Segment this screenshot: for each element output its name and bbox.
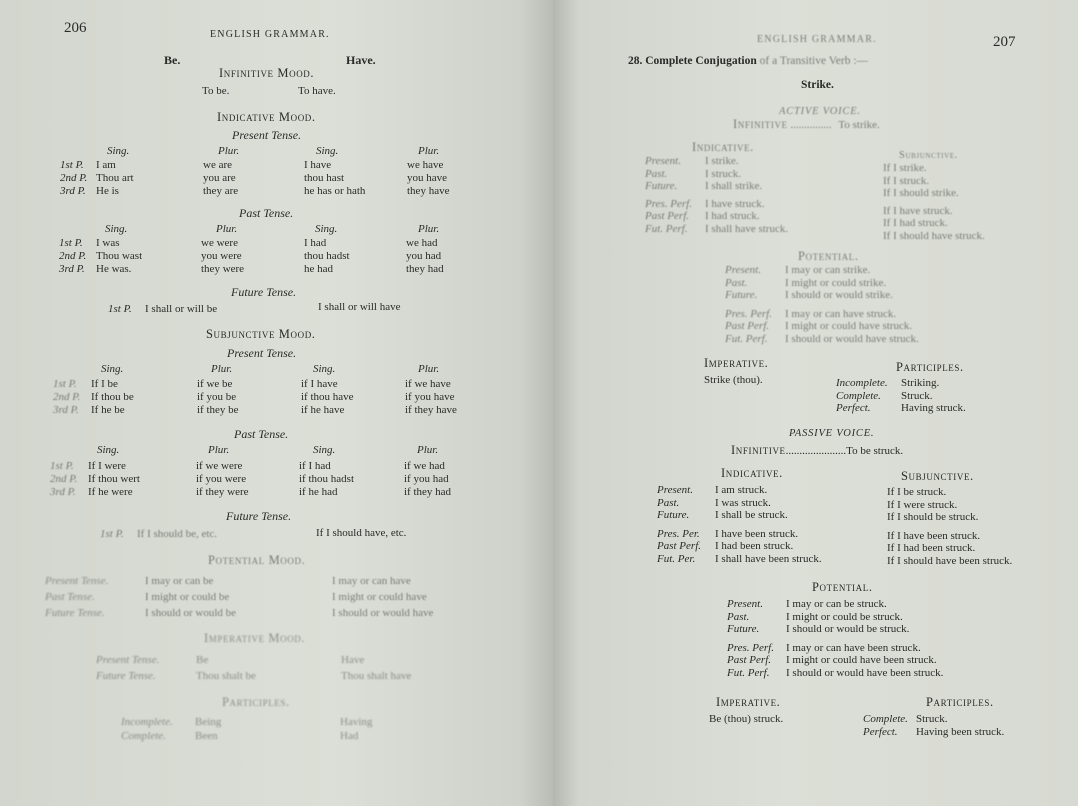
future-tense-heading: Future Tense.	[226, 509, 292, 523]
active-infinitive-row: Infinitive ............... To strike.	[733, 117, 880, 131]
plur-label: Plur.	[208, 444, 230, 456]
sing-label: Sing.	[313, 363, 336, 375]
active-potential-heading: Potential.	[798, 249, 859, 263]
plur-label: Plur.	[211, 363, 233, 375]
ind-future-be: I shall or will be	[145, 303, 218, 315]
person-labels: 1st P. 2nd P. 3rd P.	[60, 159, 88, 197]
sing-label: Sing.	[316, 145, 339, 157]
right-page	[553, 0, 1078, 806]
future-tense-heading: Future Tense.	[231, 285, 297, 299]
active-participles-heading: Participles.	[896, 360, 964, 374]
section-title-rest: of a Transitive Verb :—	[759, 55, 869, 67]
subj-present-have-plur: if we have if you have if they have	[405, 378, 457, 416]
infinitive-be: To be.	[202, 85, 230, 97]
subj-future-be: If I should be, etc.	[137, 528, 218, 540]
ind-past-have-sing: I had thou hadst he had	[304, 237, 350, 275]
section-title-bold: Complete Conjugation	[645, 55, 757, 67]
section-heading	[628, 55, 868, 68]
ind-past-have-plur: we had you had they had	[406, 237, 444, 275]
ind-present-have-plur: we have you have they have	[407, 159, 450, 197]
present-tense-heading: Present Tense.	[227, 346, 297, 360]
potential-tense-labels: Present Tense. Past Tense. Future Tense.	[45, 575, 109, 619]
active-subj-forms: If I strike. If I struck. If I should strike. If I have struck. If I had struck. If I should have struck.	[883, 162, 985, 242]
active-pot-forms: I may or can strike. I might or could strike. I should or would strike. I may or can have struck. I might or could have struck. I should or would have struck.	[785, 264, 919, 345]
active-imperative-heading: Imperative.	[704, 356, 769, 370]
subj-past-be-plur: if we were if you were if they were	[196, 460, 249, 498]
page-number: 207	[993, 34, 1016, 50]
past-tense-heading: Past Tense.	[234, 427, 289, 441]
ind-present-have-sing: I have thou hast he has or hath	[304, 159, 366, 197]
active-indicative-heading: Indicative.	[692, 140, 754, 154]
person-labels: 1st P. 2nd P. 3rd P.	[59, 237, 87, 275]
imperative-be: Be Thou shalt be	[196, 654, 256, 682]
section-number: 28.	[628, 55, 643, 67]
infinitive-have: To have.	[298, 85, 336, 97]
verb-heading: Strike.	[801, 79, 834, 91]
passive-potential-heading: Potential.	[812, 580, 873, 594]
person-labels: 1st P. 2nd P. 3rd P.	[50, 460, 78, 498]
potential-mood-heading: Potential Mood.	[208, 553, 306, 567]
passive-participles-heading: Participles.	[926, 695, 994, 709]
potential-have: I may or can have I might or could have I should or would have	[332, 575, 434, 619]
passive-infinitive-row: Infinitive......................To be struck.	[731, 443, 904, 457]
active-ind-labels: Present. Past. Future. Pres. Perf. Past Perf. Fut. Perf.	[645, 155, 692, 235]
infinitive-mood-heading: Infinitive Mood.	[219, 66, 315, 80]
person-label: 1st P.	[100, 528, 124, 540]
past-tense-heading: Past Tense.	[239, 206, 294, 220]
passive-subj-forms: If I be struck. If I were struck. If I should be struck. If I have been struck. If I had been struck. If I should have been struck.	[887, 486, 1013, 567]
subj-future-have: If I should have, etc.	[316, 527, 407, 539]
ind-future-have: I shall or will have	[318, 301, 401, 313]
passive-ind-labels: Present. Past. Future. Pres. Per. Past Perf. Fut. Per.	[657, 484, 701, 565]
passive-subjunctive-heading: Subjunctive.	[901, 469, 974, 483]
passive-imperative-form: Be (thou) struck.	[709, 713, 784, 725]
col-head-have: Have.	[346, 53, 376, 67]
subj-present-have-sing: if I have if thou have if he have	[301, 378, 354, 416]
active-ind-forms: I strike. I struck. I shall strike. I have struck. I had struck. I shall have struck.	[705, 155, 789, 235]
passive-imperative-heading: Imperative.	[716, 695, 781, 709]
present-tense-heading: Present Tense.	[232, 128, 302, 142]
page-number: 206	[64, 20, 87, 36]
ind-past-be-plur: we were you were they were	[201, 237, 245, 275]
running-head: ENGLISH GRAMMAR.	[757, 34, 877, 45]
plur-label: Plur.	[218, 145, 240, 157]
passive-voice-heading: PASSIVE VOICE.	[789, 428, 875, 439]
participle-have: Having Had	[340, 716, 373, 742]
participle-labels: Incomplete. Complete.	[121, 716, 173, 742]
sing-label: Sing.	[313, 444, 336, 456]
subj-present-be-plur: if we be if you be if they be	[197, 378, 239, 416]
subj-past-be-sing: If I were If thou wert If he were	[88, 460, 140, 498]
plur-label: Plur.	[418, 223, 440, 235]
indicative-mood-heading: Indicative Mood.	[217, 110, 316, 124]
sing-label: Sing.	[105, 223, 128, 235]
imperative-tense-labels: Present Tense. Future Tense.	[96, 654, 160, 682]
active-pot-labels: Present. Past. Future. Pres. Perf. Past Perf. Fut. Perf.	[725, 264, 772, 345]
subj-past-have-plur: if we had if you had if they had	[404, 460, 452, 498]
ind-present-be-plur: we are you are they are	[203, 159, 239, 197]
person-labels: 1st P. 2nd P. 3rd P.	[53, 378, 81, 416]
sing-label: Sing.	[97, 444, 120, 456]
subj-past-have-sing: if I had if thou hadst if he had	[299, 460, 354, 498]
sing-label: Sing.	[101, 363, 124, 375]
plur-label: Plur.	[417, 444, 439, 456]
passive-part-forms: Struck. Having been struck.	[916, 713, 1005, 738]
ind-past-be-sing: I was Thou wast He was.	[96, 237, 143, 275]
passive-pot-forms: I may or can be struck. I might or could be struck. I should or would be struck. I may or can have been struck. I might or could have been struck. I should or would have been struck.	[786, 598, 944, 679]
plur-label: Plur.	[216, 223, 238, 235]
running-head: ENGLISH GRAMMAR.	[210, 29, 330, 40]
active-voice-heading: ACTIVE VOICE.	[779, 106, 861, 117]
imperative-mood-heading: Imperative Mood.	[204, 631, 306, 645]
subj-present-be-sing: If I be If thou be If he be	[91, 378, 134, 416]
passive-part-labels: Complete. Perfect.	[863, 713, 908, 738]
potential-be: I may or can be I might or could be I should or would be	[145, 575, 237, 619]
participles-heading: Participles.	[222, 695, 290, 709]
active-subjunctive-heading: Subjunctive.	[899, 150, 958, 161]
passive-indicative-heading: Indicative.	[721, 466, 783, 480]
col-head-be: Be.	[164, 53, 181, 67]
ind-present-be-sing: I am Thou art He is	[96, 159, 134, 197]
sing-label: Sing.	[315, 223, 338, 235]
plur-label: Plur.	[418, 363, 440, 375]
active-part-forms: Striking. Struck. Having struck.	[901, 377, 966, 414]
plur-label: Plur.	[418, 145, 440, 157]
active-imperative-form: Strike (thou).	[704, 374, 763, 386]
passive-pot-labels: Present. Past. Future. Pres. Perf. Past Perf. Fut. Perf.	[727, 598, 774, 679]
imperative-have: Have Thou shalt have	[341, 654, 412, 682]
passive-ind-forms: I am struck. I was struck. I shall be struck. I have been struck. I had been struck. I shall have been struck.	[715, 484, 822, 565]
sing-label: Sing.	[107, 145, 130, 157]
participle-be: Being Been	[195, 716, 222, 742]
person-label: 1st P.	[108, 303, 132, 315]
active-part-labels: Incomplete. Complete. Perfect.	[836, 377, 888, 414]
subjunctive-mood-heading: Subjunctive Mood.	[206, 327, 316, 341]
